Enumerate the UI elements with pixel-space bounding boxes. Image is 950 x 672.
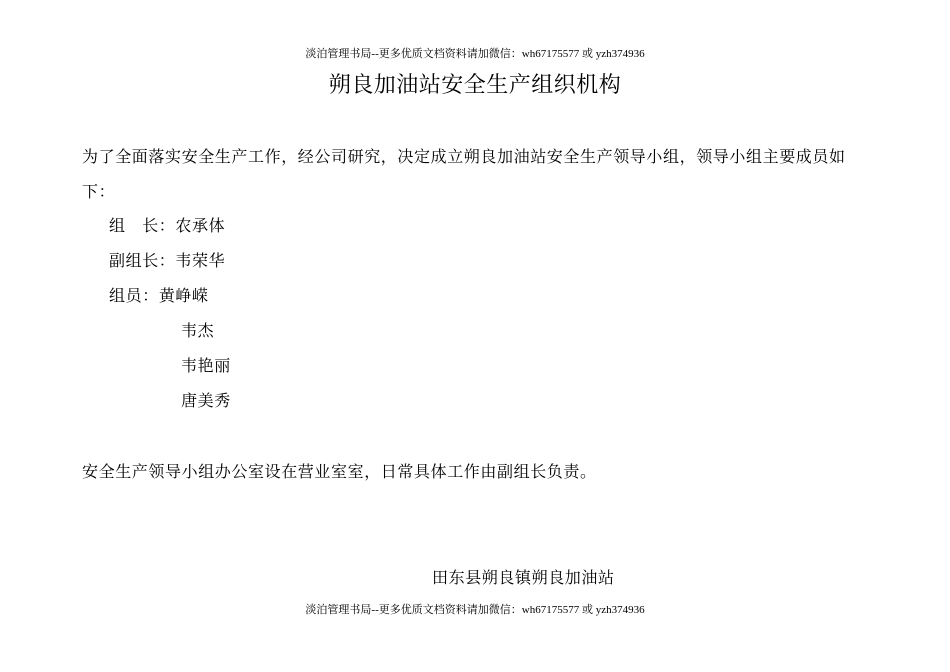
footer-note: 淡泊管理书局--更多优质文档资料请加微信：wh67175577 或 yzh374936 [305, 604, 645, 616]
member-name: 韦杰 [181, 321, 215, 340]
member-row [109, 284, 209, 308]
deputy-row [109, 249, 225, 273]
header-note: 淡泊管理书局--更多优质文档资料请加微信：wh67175577 或 yzh374936 [305, 48, 645, 60]
deputy-name: 韦荣华 [175, 251, 226, 270]
member-row [181, 389, 231, 413]
leader-name: 农承体 [175, 216, 226, 235]
member-name: 韦艳丽 [181, 356, 231, 375]
deputy-label: 副组长： [109, 251, 176, 270]
member-row [181, 354, 231, 378]
member-name: 唐美秀 [181, 391, 231, 410]
member-name: 黄峥嵘 [158, 286, 209, 305]
document-title: 朔良加油站安全生产组织机构 [328, 73, 622, 98]
closing-paragraph: 安全生产领导小组办公室设在营业室室，日常具体工作由副组长负责。 [82, 462, 597, 481]
intro-paragraph: 为了全面落实安全生产工作，经公司研究，决定成立朔良加油站安全生产领导小组，领导小组主要成员如下： [82, 147, 846, 201]
leader-row [109, 214, 225, 238]
member-label: 组员： [109, 286, 159, 305]
leader-label: 组 长： [109, 216, 176, 235]
member-row [181, 319, 214, 343]
signature-organization: 田东县朔良镇朔良加油站 [432, 568, 615, 587]
